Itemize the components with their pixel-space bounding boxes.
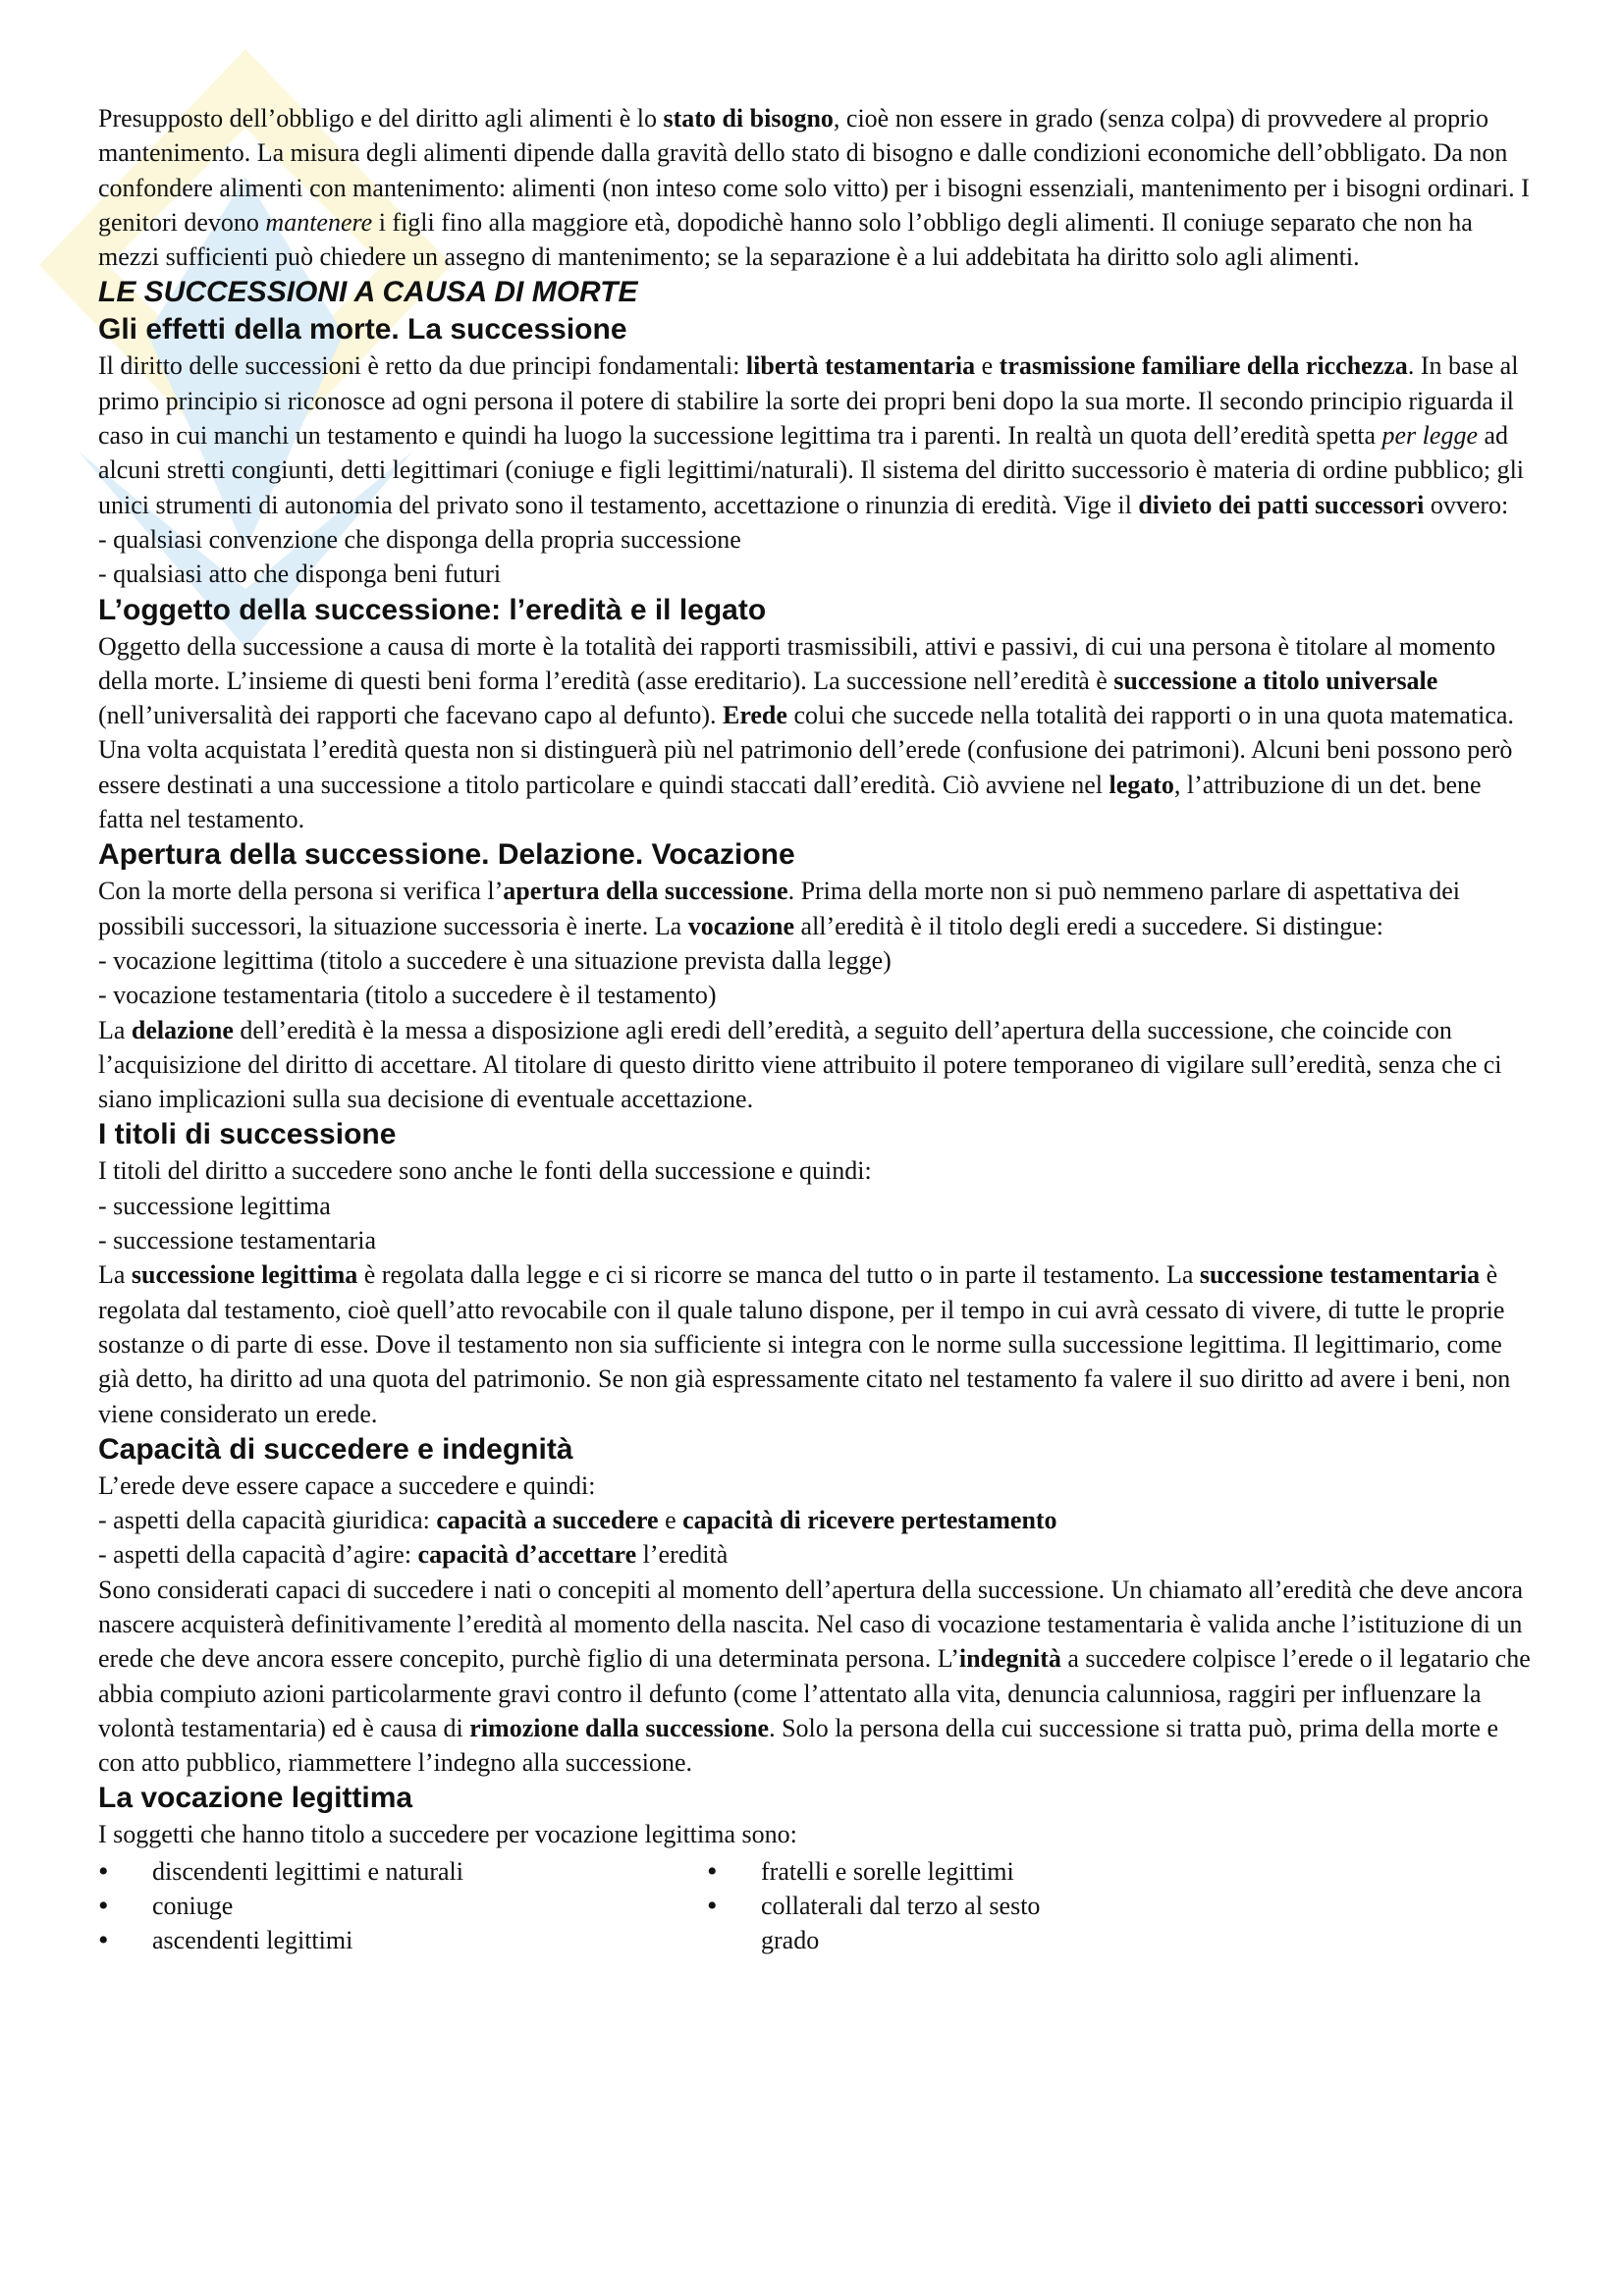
paragraph-apertura-successione: Con la morte della persona si verifica l’apertura della successione. Prima della morte non si può nemmeno parlare di aspettativa dei possibili successori, la situazione successoria è inerte. La vocazione all’eredità è il titolo degli eredi a succedere. Si distingue:	[98, 877, 1461, 940]
list-item-vocazione-2: - vocazione testamentaria (titolo a succedere è il testamento)	[98, 981, 717, 1010]
main-heading: LE SUCCESSIONI A CAUSA DI MORTE	[98, 276, 638, 309]
list-item: • collaterali dal terzo al sesto grado	[707, 1889, 1080, 1958]
list-item-titoli-1: - successione legittima	[98, 1191, 331, 1220]
list-item-titoli-2: - successione testamentaria	[98, 1226, 376, 1255]
paragraph-oggetto-successione: Oggetto della successione a causa di morte è la totalità dei rapporti trasmissibili, attivi e passivi, di cui una persona è titolare al momento della morte. L’insieme di questi beni forma l’eredità (asse ereditario). La successione nell’eredità è successione a titolo universale (nell’universalità dei rapporti che facevano capo al defunto). Erede colui che succede nella totalità dei rapporti o in una quota matematica. Una volta acquistata l’eredità questa non si distinguerà più nel patrimonio dell’erede (confusione dei patrimoni). Alcuni beni possono però essere destinati a una successione a titolo particolare e quindi staccati dall’eredità. Ciò avviene nel legato, l’attribuzione di un det. bene fatta nel testamento.	[98, 631, 1514, 834]
paragraph-capacita-intro: L’erede deve essere capace a succedere e quindi:	[98, 1470, 596, 1500]
paragraph-vocazione-legittima: I soggetti che hanno titolo a succedere per vocazione legittima sono:	[98, 1820, 797, 1849]
list-item: • coniuge	[98, 1889, 707, 1923]
list-item-capacita-2: - aspetti della capacità d’agire: capacità d’accettare l’eredità	[98, 1540, 729, 1570]
heading-titoli-successione: I titoli di successione	[98, 1118, 397, 1151]
paragraph-capacita-indegnita: Sono considerati capaci di succedere i nati o concepiti al momento dell’apertura della successione. Un chiamato all’eredità che deve ancora nascere acquisterà definitivamente l’eredità al momento della nascita. Nel caso di vocazione testamentaria è valida anche l’istituzione di un erede che deve ancora essere concepito, purchè figlio di una determinata persona. L’indegnità a succedere colpisce l’erede o il legatario che abbia compiuto azioni particolarmente gravi contro il defunto (come l’attentato alla vita, denuncia calunniosa, raggiri per influenzare la volontà testamentaria) ed è causa di rimozione dalla successione. Solo la persona della cui successione si tratta può, prima della morte e con atto pubblico, riammettere l’indegno alla successione.	[98, 1575, 1531, 1778]
list-item: • ascendenti legittimi	[98, 1923, 707, 1957]
paragraph-delazione: La delazione dell’eredità è la messa a disposizione agli eredi dell’eredità, a seguito dell’apertura della successione, che coincide con l’acquisizione del diritto di accettare. Al titolare di questo diritto viene attribuito il potere temporaneo di vigilare sull’eredità, senza che ci siano implicazioni sulla sua decisione di eventuale accettazione.	[98, 1015, 1502, 1114]
heading-apertura-successione: Apertura della successione. Delazione. Vocazione	[98, 838, 795, 872]
document-page	[98, 101, 1532, 1958]
heading-vocazione-legittima: La vocazione legittima	[98, 1782, 413, 1815]
bullet-list-soggetti	[98, 1854, 1532, 1958]
list-item-patti-2: - qualsiasi atto che disponga beni futuri	[98, 560, 502, 589]
paragraph-titoli-successione: La successione legittima è regolata dalla legge e ci si ricorre se manca del tutto o in parte il testamento. La successione testamentaria è regolata dal testamento, cioè quell’atto revocabile con il quale taluno dispone, per il tempo in cui avrà cessato di vivere, di tutte le proprie sostanze o di parte di esse. Dove il testamento non sia sufficiente si integra con le norme sulla successione legittima. Il legittimario, come già detto, ha diritto ad una quota del patrimonio. Se non già espressamente citato nel testamento fa valere il suo diritto ad avere i beni, non viene considerato un erede.	[98, 1260, 1511, 1428]
bullet-column-left	[98, 1854, 707, 1958]
list-item-vocazione-1: - vocazione legittima (titolo a succedere è una situazione prevista dalla legge)	[98, 945, 892, 975]
paragraph-titoli-intro: I titoli del diritto a succedere sono anche le fonti della successione e quindi:	[98, 1156, 872, 1186]
list-item: • discendenti legittimi e naturali	[98, 1854, 707, 1889]
heading-capacita-indegnita: Capacità di succedere e indegnità	[98, 1432, 573, 1466]
list-item: • fratelli e sorelle legittimi	[707, 1854, 1080, 1889]
paragraph-effetti-morte: Il diritto delle successioni è retto da due principi fondamentali: libertà testamentaria e trasmissione familiare della ricchezza. In base al primo principio si riconosce ad ogni persona il potere di stabilire la sorte dei propri beni dopo la sua morte. Il secondo principio riguarda il caso in cui manchi un testamento e quindi ha luogo la successione legittima tra i parenti. In realtà un quota dell’eredità spetta per legge ad alcuni stretti congiunti, detti legittimari (coniuge e figli legittimi/naturali). Il sistema del diritto successorio è materia di ordine pubblico; gli unici strumenti di autonomia del privato sono il testamento, accettazione o rinunzia di eredità. Vige il divieto dei patti successori ovvero:	[98, 351, 1525, 519]
bullet-column-right	[707, 1854, 1080, 1958]
intro-paragraph: Presupposto dell’obbligo e del diritto agli alimenti è lo stato di bisogno, cioè non essere in grado (senza colpa) di provvedere al proprio mantenimento. La misura degli alimenti dipende dalla gravità dello stato di bisogno e dalle condizioni economiche dell’obbligato. Da non confondere alimenti con mantenimento: alimenti (non inteso come solo vitto) per i bisogni essenziali, mantenimento per i bisogni ordinari. I genitori devono mantenere i figli fino alla maggiore età, dopodichè hanno solo l’obbligo degli alimenti. Il coniuge separato che non ha mezzi sufficienti può chiedere un assegno di mantenimento; se la separazione è a lui addebitata ha diritto solo agli alimenti.	[98, 104, 1530, 272]
heading-oggetto-successione: L’oggetto della successione: l’eredità e il legato	[98, 593, 767, 626]
list-item-patti-1: - qualsiasi convenzione che disponga della propria successione	[98, 524, 741, 554]
heading-effetti-morte: Gli effetti della morte. La successione	[98, 313, 627, 347]
list-item-capacita-1: - aspetti della capacità giuridica: capacità a succedere e capacità di ricevere pertestamento	[98, 1506, 1057, 1535]
